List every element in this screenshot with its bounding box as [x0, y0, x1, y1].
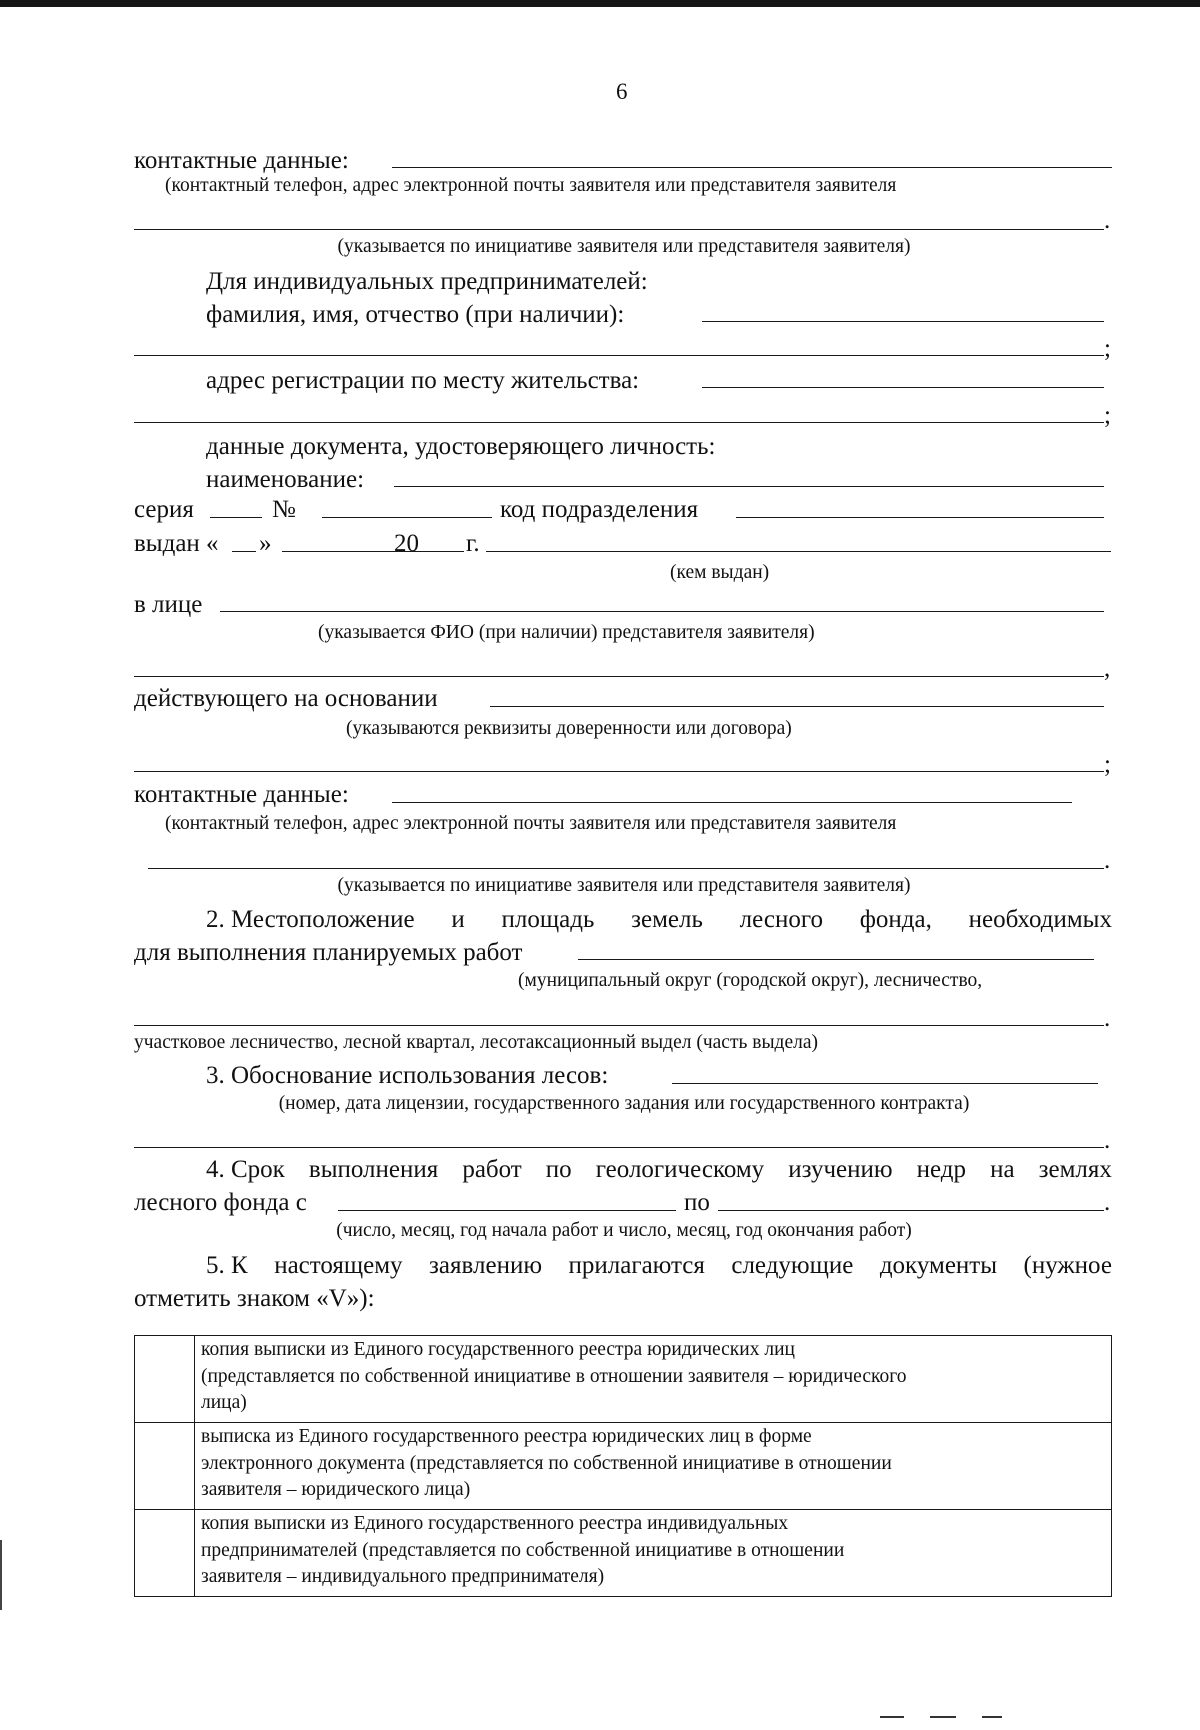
- scan-artifact: [982, 1716, 1002, 1718]
- from-date-field-line[interactable]: [338, 1210, 676, 1211]
- attachment-checkbox-cell[interactable]: [135, 1510, 195, 1597]
- attachment-description: [195, 1510, 1112, 1597]
- contact-field-line[interactable]: [392, 167, 1112, 168]
- contact-label: контактные данные:: [134, 147, 349, 174]
- section5-word: прилагаются: [568, 1252, 705, 1279]
- section2-word: лесного: [739, 906, 823, 933]
- scan-artifact: [880, 1716, 904, 1718]
- section5-word: следующие: [731, 1252, 854, 1279]
- to-label: по: [684, 1189, 710, 1216]
- scan-left-edge: [0, 1540, 2, 1610]
- rep-contact-label: контактные данные:: [134, 781, 349, 808]
- fio-field-line[interactable]: [702, 321, 1104, 322]
- attachment-description: [195, 1336, 1112, 1423]
- comma-mark: ,: [1104, 655, 1111, 682]
- issued-label: выдан «: [134, 530, 219, 557]
- attachment-checkbox-cell[interactable]: [135, 1336, 195, 1423]
- section4-word: на: [990, 1156, 1015, 1183]
- attachment-description: [195, 1423, 1112, 1510]
- semicolon-mark: ;: [1104, 751, 1111, 778]
- rep-contact-hint-2: (указывается по инициативе заявителя или представителя заявителя): [337, 875, 911, 896]
- section2-hint1: (муниципальный округ (городской округ), лесничество,: [518, 970, 983, 991]
- address-field-line-2[interactable]: [134, 422, 1104, 423]
- basis-field-line-2[interactable]: [134, 771, 1104, 772]
- division-field-line[interactable]: [736, 517, 1104, 518]
- attachment-line: предпринимателей (представляется по собственной инициативе в отношении: [201, 1539, 845, 1561]
- attachment-line: лица): [201, 1392, 247, 1413]
- contact-field-line-2[interactable]: [134, 229, 1104, 230]
- section2-word: площадь: [501, 906, 595, 933]
- section5-word: заявлению: [429, 1252, 542, 1279]
- scan-artifact: [930, 1716, 956, 1718]
- id-doc-label: данные документа, удостоверяющего личность:: [206, 433, 716, 460]
- address-label: адрес регистрации по месту жительства:: [206, 367, 640, 394]
- address-field-line[interactable]: [702, 387, 1104, 388]
- year-prefix: 20: [394, 530, 419, 557]
- section4-word: землях: [1038, 1156, 1112, 1183]
- individual-heading: Для индивидуальных предпринимателей:: [206, 268, 648, 295]
- basis-field-line[interactable]: [490, 706, 1104, 707]
- period-mark: .: [1104, 1005, 1111, 1032]
- basis-hint: (указываются реквизиты доверенности или договора): [346, 718, 792, 739]
- semicolon-mark: ;: [1104, 402, 1111, 429]
- section3-field-line-2[interactable]: [134, 1147, 1104, 1148]
- period-mark: .: [1104, 207, 1111, 234]
- contact-hint-2: (указывается по инициативе заявителя или представителя заявителя): [337, 236, 911, 257]
- section5-word: документы: [879, 1252, 998, 1279]
- section2-field-line[interactable]: [578, 959, 1094, 960]
- section2-line2: для выполнения планируемых работ: [134, 939, 523, 966]
- table-row: [135, 1423, 1112, 1510]
- attachment-checkbox-cell[interactable]: [135, 1423, 195, 1510]
- section2-line1: [206, 907, 1112, 932]
- section3-field-line[interactable]: [672, 1083, 1098, 1084]
- to-date-field-line[interactable]: [718, 1210, 1104, 1211]
- section4-word: по: [545, 1156, 572, 1183]
- basis-label: действующего на основании: [134, 685, 438, 712]
- doc-name-label: наименование:: [206, 466, 365, 493]
- period-mark: .: [1104, 1189, 1111, 1216]
- page-number: 6: [616, 79, 628, 104]
- number-label: №: [272, 496, 296, 523]
- section4-word: недр: [916, 1156, 967, 1183]
- issued-year-line[interactable]: [430, 551, 464, 552]
- in-person-label: в лице: [134, 591, 203, 618]
- scan-top-border: [0, 0, 1200, 7]
- table-row: [135, 1336, 1112, 1423]
- issued-day-line[interactable]: [232, 551, 256, 552]
- section4-word: выполнения: [308, 1156, 439, 1183]
- series-label: серия: [134, 496, 194, 523]
- attachment-line: электронного документа (представляется по собственной инициативе в отношении: [201, 1452, 892, 1474]
- period-mark: .: [1104, 847, 1111, 874]
- section4-word: геологическому: [595, 1156, 765, 1183]
- section4-line1: [206, 1157, 1112, 1182]
- attachment-line: выписка из Единого государственного реестра юридических лиц в форме: [201, 1426, 812, 1447]
- section5-word: 5. К: [206, 1252, 248, 1279]
- year-prefix-underline: [394, 551, 430, 552]
- section2-word: 2. Местоположение: [206, 906, 415, 933]
- attachment-line: копия выписки из Единого государственного реестра юридических лиц: [201, 1339, 795, 1360]
- issued-by-hint: (кем выдан): [670, 562, 770, 583]
- rep-contact-hint: (контактный телефон, адрес электронной почты заявителя или представителя заявителя: [165, 813, 897, 834]
- section2-word: и: [451, 906, 465, 933]
- attachment-line: заявителя – юридического лица): [201, 1479, 471, 1500]
- section4-word: 4. Срок: [206, 1156, 285, 1183]
- section2-hint2: участковое лесничество, лесной квартал, лесотаксационный выдел (часть выдела): [134, 1032, 819, 1053]
- section2-field-line-2[interactable]: [134, 1025, 1104, 1026]
- division-label: код подразделения: [500, 496, 699, 523]
- section2-word: фонда,: [859, 906, 932, 933]
- section5-word: (нужное: [1023, 1252, 1112, 1279]
- section3-hint: (номер, дата лицензии, государственного задания или государственного контракта): [278, 1093, 970, 1114]
- fio-label: фамилия, имя, отчество (при наличии):: [206, 301, 625, 328]
- attachments-table: [134, 1335, 1112, 1597]
- number-field-line[interactable]: [322, 517, 492, 518]
- section5-word: настоящему: [274, 1252, 403, 1279]
- section4-hint: (число, месяц, год начала работ и число, месяц, год окончания работ): [336, 1220, 912, 1241]
- fio-field-line-2[interactable]: [134, 355, 1104, 356]
- from-label: лесного фонда с: [134, 1189, 307, 1216]
- section2-word: земель: [631, 906, 703, 933]
- year-suffix: г.: [466, 530, 480, 557]
- section4-word: изучению: [788, 1156, 893, 1183]
- doc-name-field-line[interactable]: [394, 486, 1104, 487]
- issued-month-line[interactable]: [282, 551, 394, 552]
- table-row: [135, 1510, 1112, 1597]
- attachment-line: (представляется по собственной инициативе в отношении заявителя – юридического: [201, 1365, 907, 1387]
- issued-by-field-line[interactable]: [486, 551, 1111, 552]
- contact-hint: (контактный телефон, адрес электронной почты заявителя или представителя заявителя: [165, 175, 897, 196]
- section4-word: работ: [462, 1156, 522, 1183]
- attachment-line: копия выписки из Единого государственного реестра индивидуальных: [201, 1513, 789, 1534]
- attachment-line: заявителя – индивидуального предпринимателя): [201, 1566, 605, 1587]
- section3-label: 3. Обоснование использования лесов:: [206, 1062, 609, 1089]
- rep-contact-field-line[interactable]: [392, 802, 1072, 803]
- issued-close: »: [259, 530, 272, 557]
- semicolon-mark: ;: [1104, 335, 1111, 362]
- in-person-hint: (указывается ФИО (при наличии) представителя заявителя): [318, 622, 815, 643]
- section5-line1: [206, 1253, 1112, 1278]
- period-mark: .: [1104, 1127, 1111, 1154]
- rep-contact-field-line-2[interactable]: [148, 868, 1104, 869]
- section2-word: необходимых: [968, 906, 1112, 933]
- in-person-field-line-2[interactable]: [134, 676, 1104, 677]
- series-field-line[interactable]: [210, 517, 262, 518]
- section5-line2: отметить знаком «V»):: [134, 1285, 375, 1312]
- in-person-field-line[interactable]: [220, 611, 1104, 612]
